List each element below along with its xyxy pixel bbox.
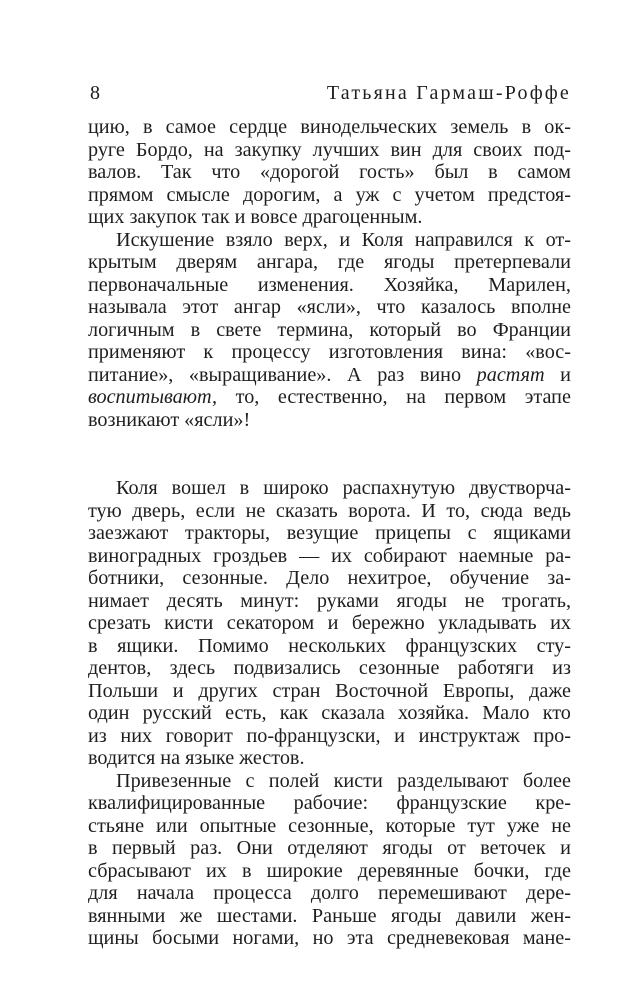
text-line: Искушение взяло верх, и Коля направился к от-	[116, 228, 571, 251]
section-break	[88, 431, 571, 477]
text-line: возникают «ясли»!	[88, 408, 251, 431]
text-line: руге Бордо, на закупку лучших вин для своих под-	[88, 138, 571, 161]
paragraph	[88, 229, 571, 432]
text-line: называла этот ангар «ясли», что казалось вполне	[88, 296, 571, 318]
text-line: прямом смысле дорогим, а уж с учетом предстоя-	[88, 183, 571, 206]
text-line: ботники, сезонные. Дело нехитрое, обучение за-	[88, 567, 571, 589]
text-line: в ящики. Помимо нескольких французских сту-	[88, 634, 571, 657]
text-line: воспитывают, то, естественно, на первом этапе	[88, 386, 571, 408]
text-line: первоначальные изменения. Хозяйка, Марилен,	[88, 273, 571, 296]
paragraph	[88, 770, 571, 950]
text-line: квалифицированные рабочие: французские кре-	[88, 792, 571, 814]
text-line: Привезенные с полей кисти разделывают более	[116, 769, 571, 792]
text-line: виноградных гроздьев — их собирают наемные ра-	[88, 544, 571, 567]
text-line: срезать кисти секатором и бережно укладывать их	[88, 612, 571, 634]
text-line: Коля вошел в широко распахнутую двустворча-	[116, 477, 571, 499]
text-line: стьяне или опытные сезонные, которые тут уже не	[88, 814, 571, 837]
text-line: сбрасывают их в широкие деревянные бочки, где	[88, 859, 571, 882]
text-line: крытым дверям ангара, где ягоды претерпевали	[88, 251, 571, 273]
text-line: Польши и других стран Восточной Европы, даже	[88, 679, 571, 702]
text-line: щины босыми ногами, но эта средневековая мане-	[88, 927, 571, 949]
text-line: вянными же шестами. Раньше ягоды давили жен-	[88, 904, 571, 927]
text-line: логичным в свете термина, который во Франции	[88, 318, 571, 341]
text-line: применяют к процессу изготовления вина: «вос-	[88, 341, 571, 363]
page-header	[88, 82, 571, 116]
text-line: для начала процесса долго перемешивают дере-	[88, 882, 571, 904]
text-line: дентов, здесь подвизались сезонные работяги из	[88, 657, 571, 679]
body-text	[88, 116, 571, 950]
paragraph	[88, 116, 571, 229]
book-page	[88, 82, 571, 950]
text-line: заезжают тракторы, везущие прицепы с ящиками	[88, 522, 571, 544]
page-number: 8	[90, 82, 100, 104]
running-head: Татьяна Гармаш-Роффе	[326, 82, 571, 104]
text-line: цию, в самое сердце винодельческих земель в ок-	[88, 116, 571, 138]
text-line: водится на языке жестов.	[88, 747, 305, 769]
text-line: щих закупок так и вовсе драгоценным.	[88, 206, 423, 228]
text-line: из них говорит по-французски, и инструктаж про-	[88, 724, 571, 747]
paragraph	[88, 477, 571, 770]
text-line: питание», «выращивание». А раз вино растят и	[88, 363, 571, 386]
text-line: в первый раз. Они отделяют ягоды от веточек и	[88, 837, 571, 859]
text-line: валов. Так что «дорогой гость» был в самом	[88, 161, 571, 183]
text-line: тую дверь, если не сказать ворота. И то, сюда ведь	[88, 499, 571, 522]
text-line: один русский есть, как сказала хозяйка. Мало кто	[88, 702, 571, 724]
text-line: нимает десять минут: руками ягоды не трогать,	[88, 589, 571, 612]
